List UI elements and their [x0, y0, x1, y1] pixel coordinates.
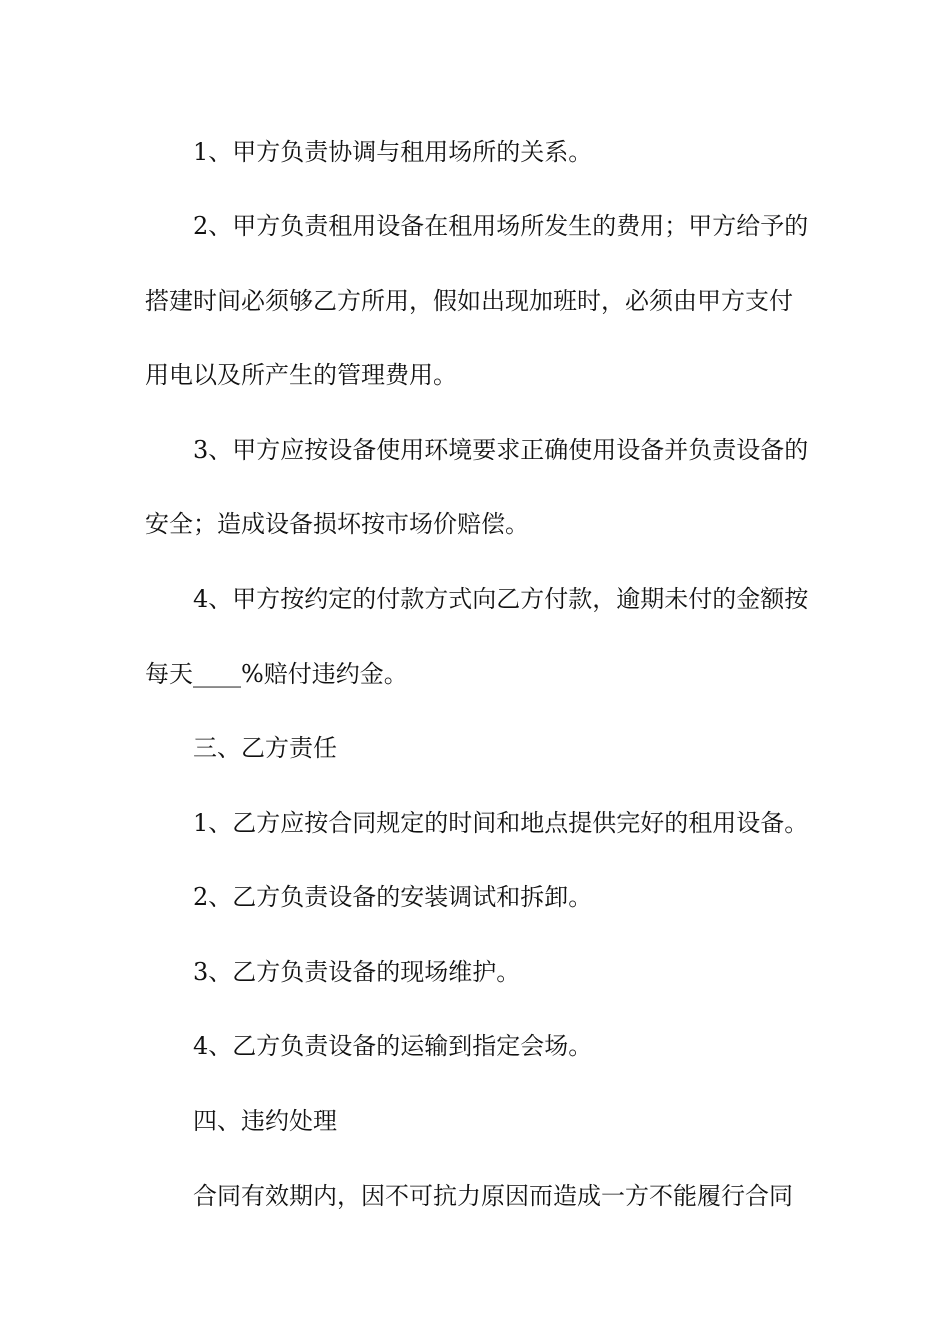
section-heading: 四、违约处理	[193, 1107, 337, 1135]
paragraph-line: 1、乙方应按合同规定的时间和地点提供完好的租用设备。	[193, 809, 809, 837]
paragraph-line: 3、乙方负责设备的现场维护。	[193, 958, 521, 986]
paragraph-line: 4、甲方按约定的付款方式向乙方付款，逾期未付的金额按	[193, 585, 809, 613]
paragraph-line: 2、乙方负责设备的安装调试和拆卸。	[193, 883, 593, 911]
paragraph-line: 搭建时间必须够乙方所用，假如出现加班时，必须由甲方支付	[145, 287, 793, 315]
paragraph-line: 每天____%赔付违约金。	[145, 660, 408, 688]
paragraph-line: 2、甲方负责租用设备在租用场所发生的费用；甲方给予的	[193, 212, 809, 240]
paragraph-line: 1、甲方负责协调与租用场所的关系。	[193, 138, 593, 166]
paragraph-line: 4、乙方负责设备的运输到指定会场。	[193, 1032, 593, 1060]
paragraph-line: 3、甲方应按设备使用环境要求正确使用设备并负责设备的	[193, 436, 809, 464]
paragraph-line: 用电以及所产生的管理费用。	[145, 361, 457, 389]
paragraph-line: 安全；造成设备损坏按市场价赔偿。	[145, 510, 529, 538]
paragraph-line: 合同有效期内，因不可抗力原因而造成一方不能履行合同	[193, 1182, 793, 1210]
section-heading: 三、乙方责任	[193, 734, 337, 762]
